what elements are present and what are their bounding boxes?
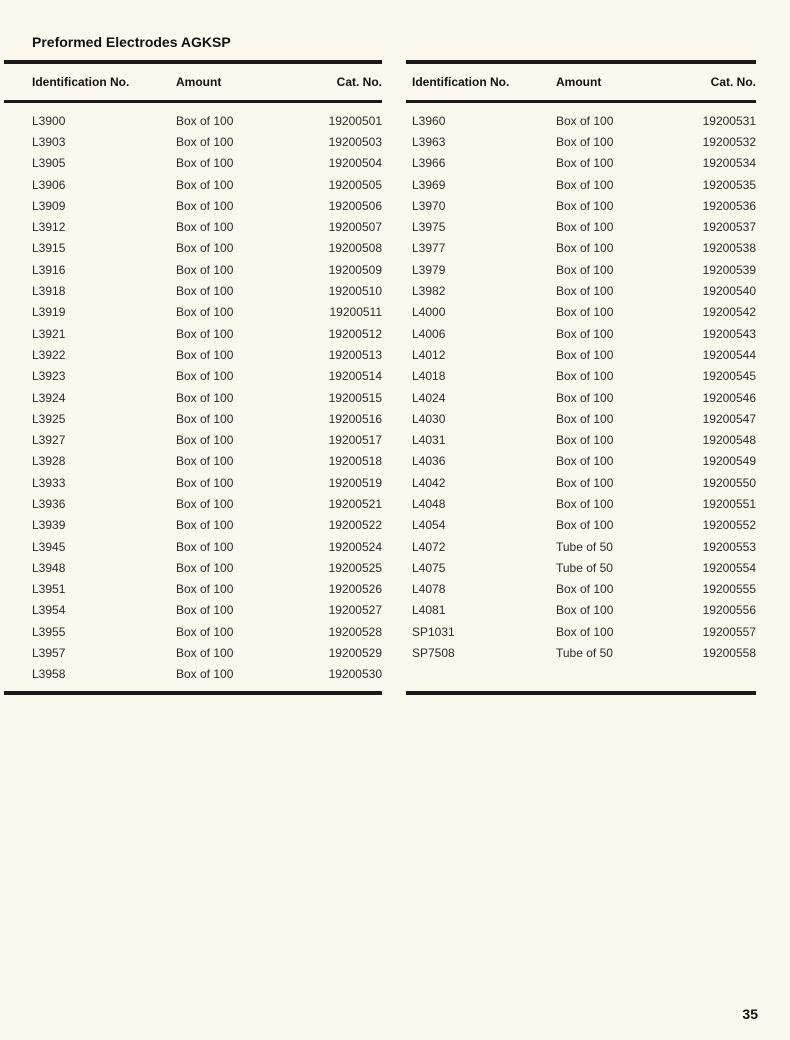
amount-cell: Box of 100	[556, 156, 614, 171]
identification-cell: L4072	[412, 539, 446, 554]
amount-cell: Box of 100	[176, 156, 234, 171]
table-row	[406, 216, 756, 237]
bottom-rule	[406, 691, 756, 695]
amount-cell: Box of 100	[176, 134, 234, 149]
identification-cell: L3975	[412, 220, 446, 235]
amount-cell: Box of 100	[556, 433, 614, 448]
identification-cell: L3982	[412, 284, 446, 299]
cat-no-cell: 19200517	[328, 433, 382, 448]
amount-cell: Box of 100	[176, 603, 234, 618]
amount-cell: Box of 100	[176, 220, 234, 235]
amount-cell: Box of 100	[556, 390, 614, 405]
table-row	[406, 557, 756, 578]
amount-cell: Box of 100	[176, 433, 234, 448]
table-row	[406, 451, 756, 472]
table-row	[406, 131, 756, 152]
amount-cell: Box of 100	[176, 198, 234, 213]
cat-no-cell: 19200556	[702, 603, 756, 618]
identification-cell: L3903	[32, 134, 66, 149]
identification-cell: L4018	[412, 369, 446, 384]
identification-cell: L3954	[32, 603, 66, 618]
table-row	[406, 302, 756, 323]
amount-cell: Box of 100	[176, 667, 234, 682]
table-row	[32, 429, 382, 450]
identification-cell: L3939	[32, 518, 66, 533]
amount-cell: Box of 100	[556, 198, 614, 213]
table-row	[406, 238, 756, 259]
cat-no-cell: 19200510	[328, 284, 382, 299]
table-row	[406, 195, 756, 216]
table-right	[406, 60, 756, 695]
table-row	[32, 664, 382, 685]
amount-cell: Box of 100	[176, 582, 234, 597]
table-row	[32, 366, 382, 387]
identification-cell: L3923	[32, 369, 66, 384]
identification-cell: L3955	[32, 624, 66, 639]
cat-no-cell: 19200505	[328, 177, 382, 192]
amount-cell: Box of 100	[176, 539, 234, 554]
amount-cell: Box of 100	[556, 134, 614, 149]
cat-no-cell: 19200547	[702, 411, 756, 426]
table-row	[32, 344, 382, 365]
table-row	[32, 195, 382, 216]
identification-cell: L3960	[412, 113, 446, 128]
amount-cell: Tube of 50	[556, 560, 613, 575]
identification-cell: L3948	[32, 560, 66, 575]
table-body-right	[406, 103, 756, 664]
cat-no-cell: 19200516	[328, 411, 382, 426]
table-left	[32, 60, 382, 695]
table-row	[32, 472, 382, 493]
cat-no-cell: 19200531	[702, 113, 756, 128]
amount-cell: Box of 100	[176, 262, 234, 277]
table-row	[32, 600, 382, 621]
cat-no-cell: 19200507	[328, 220, 382, 235]
table-header	[406, 64, 756, 103]
identification-cell: L3933	[32, 475, 66, 490]
cat-no-cell: 19200525	[328, 560, 382, 575]
identification-cell: L3924	[32, 390, 66, 405]
page-number: 35	[742, 1006, 758, 1022]
amount-cell: Box of 100	[176, 496, 234, 511]
identification-cell: L3958	[32, 667, 66, 682]
cat-no-cell: 19200519	[328, 475, 382, 490]
identification-cell: L3922	[32, 347, 66, 362]
table-row	[32, 280, 382, 301]
identification-cell: L4081	[412, 603, 446, 618]
identification-cell: L3919	[32, 305, 66, 320]
cat-no-cell: 19200532	[702, 134, 756, 149]
header-cat-no: Cat. No.	[336, 75, 382, 89]
amount-cell: Box of 100	[556, 113, 614, 128]
table-row	[32, 557, 382, 578]
identification-cell: L3915	[32, 241, 66, 256]
identification-cell: L3900	[32, 113, 66, 128]
amount-cell: Box of 100	[556, 454, 614, 469]
identification-cell: L4000	[412, 305, 446, 320]
cat-no-cell: 19200552	[702, 518, 756, 533]
identification-cell: L4042	[412, 475, 446, 490]
amount-cell: Box of 100	[556, 347, 614, 362]
table-row	[32, 642, 382, 663]
cat-no-cell: 19200549	[702, 454, 756, 469]
amount-cell: Box of 100	[556, 284, 614, 299]
identification-cell: L3977	[412, 241, 446, 256]
table-row	[406, 621, 756, 642]
cat-no-cell: 19200558	[702, 646, 756, 661]
amount-cell: Box of 100	[176, 475, 234, 490]
amount-cell: Box of 100	[556, 262, 614, 277]
cat-no-cell: 19200515	[328, 390, 382, 405]
cat-no-cell: 19200511	[329, 305, 382, 320]
table-row	[406, 493, 756, 514]
cat-no-cell: 19200546	[702, 390, 756, 405]
table-row	[406, 600, 756, 621]
table-row	[32, 238, 382, 259]
table-row	[32, 216, 382, 237]
amount-cell: Box of 100	[176, 241, 234, 256]
amount-cell: Box of 100	[556, 220, 614, 235]
identification-cell: SP1031	[412, 624, 455, 639]
amount-cell: Box of 100	[556, 411, 614, 426]
table-row	[406, 472, 756, 493]
cat-no-cell: 19200530	[328, 667, 382, 682]
header-amount: Amount	[176, 75, 222, 89]
table-row	[406, 579, 756, 600]
identification-cell: L3916	[32, 262, 66, 277]
cat-no-cell: 19200504	[328, 156, 382, 171]
table-row	[32, 536, 382, 557]
identification-cell: L3966	[412, 156, 446, 171]
table-row	[32, 621, 382, 642]
identification-cell: L4078	[412, 582, 446, 597]
table-row	[406, 536, 756, 557]
table-row	[406, 429, 756, 450]
table-row	[406, 366, 756, 387]
cat-no-cell: 19200529	[328, 646, 382, 661]
table-row	[406, 280, 756, 301]
cat-no-cell: 19200508	[328, 241, 382, 256]
cat-no-cell: 19200527	[328, 603, 382, 618]
amount-cell: Box of 100	[176, 369, 234, 384]
table-row	[32, 493, 382, 514]
table-row	[406, 110, 756, 131]
cat-no-cell: 19200544	[702, 347, 756, 362]
page-title: Preformed Electrodes AGKSP	[32, 34, 231, 50]
identification-cell: L3969	[412, 177, 446, 192]
table-row	[32, 153, 382, 174]
amount-cell: Box of 100	[556, 582, 614, 597]
identification-cell: L3928	[32, 454, 66, 469]
identification-cell: L3970	[412, 198, 446, 213]
header-amount: Amount	[556, 75, 602, 89]
table-body-left	[32, 103, 382, 685]
cat-no-cell: 19200555	[702, 582, 756, 597]
amount-cell: Box of 100	[176, 284, 234, 299]
table-row	[32, 515, 382, 536]
cat-no-cell: 19200551	[702, 496, 756, 511]
cat-no-cell: 19200540	[702, 284, 756, 299]
cat-no-cell: 19200553	[702, 539, 756, 554]
amount-cell: Box of 100	[556, 305, 614, 320]
table-row	[406, 174, 756, 195]
cat-no-cell: 19200512	[328, 326, 382, 341]
cat-no-cell: 19200543	[702, 326, 756, 341]
amount-cell: Box of 100	[176, 113, 234, 128]
amount-cell: Tube of 50	[556, 539, 613, 554]
amount-cell: Box of 100	[556, 475, 614, 490]
cat-no-cell: 19200554	[702, 560, 756, 575]
identification-cell: L3945	[32, 539, 66, 554]
amount-cell: Box of 100	[176, 326, 234, 341]
amount-cell: Box of 100	[556, 177, 614, 192]
cat-no-cell: 19200513	[328, 347, 382, 362]
cat-no-cell: 19200503	[328, 134, 382, 149]
cat-no-cell: 19200501	[328, 113, 382, 128]
cat-no-cell: 19200545	[702, 369, 756, 384]
cat-no-cell: 19200522	[328, 518, 382, 533]
identification-cell: L4031	[412, 433, 446, 448]
amount-cell: Box of 100	[176, 454, 234, 469]
cat-no-cell: 19200534	[702, 156, 756, 171]
table-row	[32, 302, 382, 323]
table-row	[406, 259, 756, 280]
cat-no-cell: 19200528	[328, 624, 382, 639]
table-header	[4, 64, 382, 103]
table-row	[32, 174, 382, 195]
amount-cell: Box of 100	[176, 646, 234, 661]
table-row	[406, 344, 756, 365]
identification-cell: L4006	[412, 326, 446, 341]
cat-no-cell: 19200506	[328, 198, 382, 213]
header-cat-no: Cat. No.	[710, 75, 756, 89]
identification-cell: L3936	[32, 496, 66, 511]
table-row	[406, 153, 756, 174]
table-row	[406, 408, 756, 429]
amount-cell: Box of 100	[176, 560, 234, 575]
identification-cell: L3909	[32, 198, 66, 213]
cat-no-cell: 19200538	[702, 241, 756, 256]
cat-no-cell: 19200518	[328, 454, 382, 469]
table-row	[32, 323, 382, 344]
table-row	[32, 408, 382, 429]
identification-cell: L3912	[32, 220, 66, 235]
table-row	[32, 259, 382, 280]
identification-cell: L4054	[412, 518, 446, 533]
identification-cell: L3906	[32, 177, 66, 192]
table-row	[406, 642, 756, 663]
identification-cell: L4030	[412, 411, 446, 426]
amount-cell: Box of 100	[556, 241, 614, 256]
table-row	[32, 387, 382, 408]
amount-cell: Box of 100	[556, 518, 614, 533]
identification-cell: L4036	[412, 454, 446, 469]
amount-cell: Box of 100	[556, 369, 614, 384]
bottom-rule	[4, 691, 382, 695]
table-row	[32, 579, 382, 600]
table-row	[32, 110, 382, 131]
cat-no-cell: 19200536	[702, 198, 756, 213]
table-row	[406, 323, 756, 344]
identification-cell: L4075	[412, 560, 446, 575]
amount-cell: Box of 100	[176, 347, 234, 362]
identification-cell: L3921	[32, 326, 66, 341]
table-row	[406, 387, 756, 408]
amount-cell: Box of 100	[556, 496, 614, 511]
amount-cell: Box of 100	[176, 518, 234, 533]
amount-cell: Box of 100	[556, 326, 614, 341]
identification-cell: L3918	[32, 284, 66, 299]
amount-cell: Box of 100	[176, 177, 234, 192]
identification-cell: L3951	[32, 582, 66, 597]
amount-cell: Tube of 50	[556, 646, 613, 661]
cat-no-cell: 19200557	[702, 624, 756, 639]
amount-cell: Box of 100	[556, 603, 614, 618]
cat-no-cell: 19200526	[328, 582, 382, 597]
identification-cell: L4012	[412, 347, 446, 362]
table-row	[406, 515, 756, 536]
cat-no-cell: 19200535	[702, 177, 756, 192]
cat-no-cell: 19200539	[702, 262, 756, 277]
table-row	[32, 451, 382, 472]
cat-no-cell: 19200548	[702, 433, 756, 448]
cat-no-cell: 19200524	[328, 539, 382, 554]
amount-cell: Box of 100	[176, 305, 234, 320]
identification-cell: L3979	[412, 262, 446, 277]
header-identification: Identification No.	[412, 75, 510, 89]
identification-cell: L4048	[412, 496, 446, 511]
cat-no-cell: 19200542	[702, 305, 756, 320]
amount-cell: Box of 100	[556, 624, 614, 639]
table-row	[32, 131, 382, 152]
cat-no-cell: 19200514	[328, 369, 382, 384]
header-identification: Identification No.	[32, 75, 130, 89]
identification-cell: L4024	[412, 390, 446, 405]
cat-no-cell: 19200537	[702, 220, 756, 235]
cat-no-cell: 19200509	[328, 262, 382, 277]
identification-cell: L3905	[32, 156, 66, 171]
identification-cell: L3957	[32, 646, 66, 661]
identification-cell: L3927	[32, 433, 66, 448]
cat-no-cell: 19200521	[328, 496, 382, 511]
amount-cell: Box of 100	[176, 411, 234, 426]
amount-cell: Box of 100	[176, 624, 234, 639]
identification-cell: L3963	[412, 134, 446, 149]
identification-cell: SP7508	[412, 646, 455, 661]
amount-cell: Box of 100	[176, 390, 234, 405]
identification-cell: L3925	[32, 411, 66, 426]
cat-no-cell: 19200550	[702, 475, 756, 490]
